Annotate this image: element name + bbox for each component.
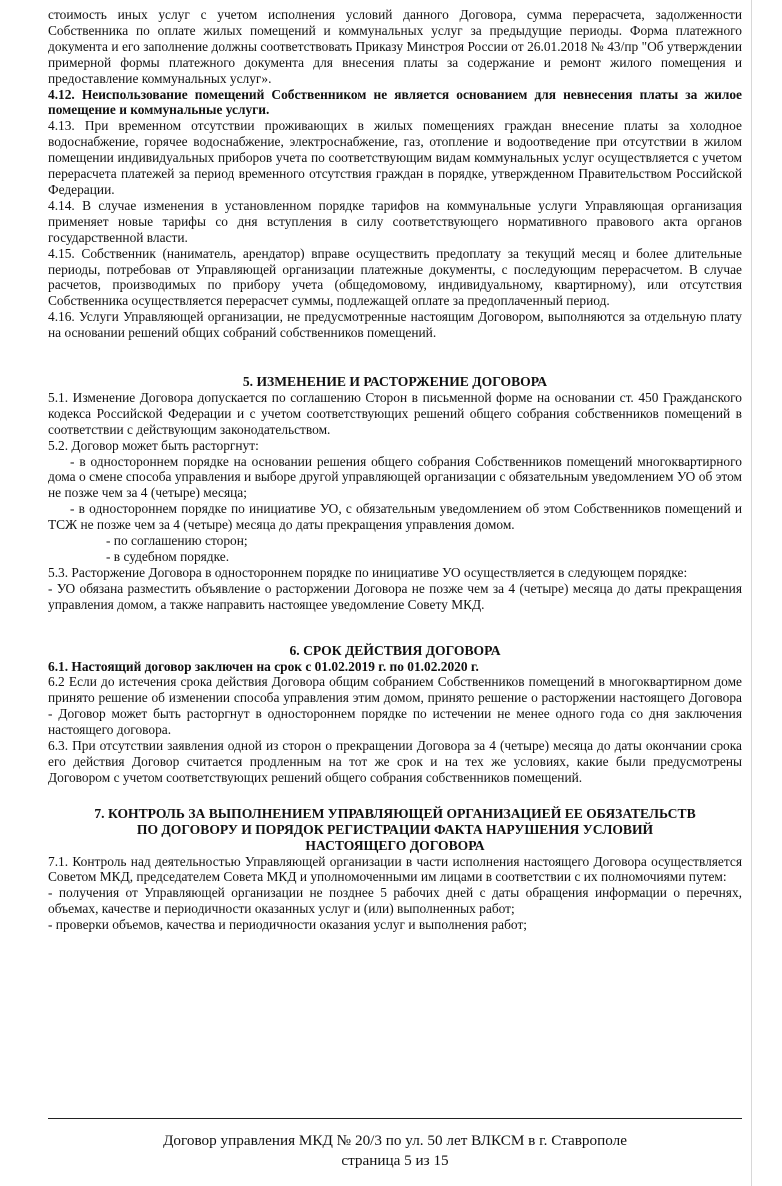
paragraph-7-1: 7.1. Контроль над деятельностью Управляющей организации в части исполнения настоящего Договора осуществляется Советом МКД, председателем Совета МКД и уполномоченными им лицами в соответствии с их полномочиями путем: [48, 853, 742, 885]
footer-contract-title: Договор управления МКД № 20/3 по ул. 50 лет ВЛКСМ в г. Ставрополе [163, 1132, 627, 1149]
paragraph-7-1-item-1: - получения от Управляющей организации не позднее 5 рабочих дней с даты обращения информации о перечнях, объемах, качестве и периодичности оказанных услуг и (или) выполненных работ; [48, 885, 742, 917]
paragraph-7-1-item-2: - проверки объемов, качества и периодичности оказания услуг и выполнения работ; [48, 917, 528, 933]
page-footer [48, 1118, 742, 1171]
paragraph-4-13: 4.13. При временном отсутствии проживающих в жилых помещениях граждан внесение платы за холодное водоснабжение, горячее водоснабжение, электроснабжение, газ, отопление и водоотведение при отсутствии в жилом помещении индивидуальных приборов учета по соответствующим видам коммунальных услуг осуществляется с учетом перерасчета платежей за период временного отсутствия граждан в порядке, утвержденном Правительством Российской Федерации. [48, 118, 742, 197]
section-7-heading-line-1: 7. КОНТРОЛЬ ЗА ВЫПОЛНЕНИЕМ УПРАВЛЯЮЩЕЙ ОРГАНИЗАЦИЕЙ ЕЕ ОБЯЗАТЕЛЬСТВ [94, 805, 696, 821]
footer-page-number: страница 5 из 15 [341, 1152, 449, 1169]
paragraph-4-11-continued: стоимость иных услуг с учетом исполнения условий данного Договора, сумма перерасчета, задолженности Собственника по оплате жилых помещений и коммунальных услуг за предыдущие периоды. Форма платежного документа и его заполнение должны соответствовать Приказу Минстроя России от 26.01.2018 № 43/пр "Об утверждении примерной формы платежного документа для внесения платы за содержание и ремонт жилого помещения и предоставление коммунальных услуг». [48, 7, 742, 86]
paragraph-6-3: 6.3. При отсутствии заявления одной из сторон о прекращении Договора за 4 (четыре) месяца до даты окончании срока его действия Договор считается продленным на тот же срок и на тех же условиях, какие были предусмотрены Договором с учетом соответствующих решений общего собрания собственников помещений. [48, 738, 742, 785]
section-6-heading: 6. СРОК ДЕЙСТВИЯ ДОГОВОРА [289, 642, 501, 658]
paragraph-5-2-item-2: - в одностороннем порядке по инициативе УО, с обязательным уведомлением об этом Собственников помещений и ТСЖ не позже чем за 4 (четыре) месяца до даты прекращения управления домом. [48, 501, 742, 533]
paragraph-4-14: 4.14. В случае изменения в установленном порядке тарифов на коммунальные услуги Управляющая организация применяет новые тарифы со дня вступления в силу соответствующего нормативного правового акта органов государственной власти. [48, 197, 742, 245]
paragraph-4-12: 4.12. Неиспользование помещений Собственником не является основанием для невнесения платы за жилое помещение и коммунальные услуги. [48, 86, 742, 118]
section-7-heading-line-2: ПО ДОГОВОРУ И ПОРЯДОК РЕГИСТРАЦИИ ФАКТА НАРУШЕНИЯ УСЛОВИЙ [136, 821, 654, 837]
paragraph-5-3: 5.3. Расторжение Договора в одностороннем порядке по инициативе УО осуществляется в следующем порядке: [48, 564, 688, 580]
paragraph-4-15: 4.15. Собственник (наниматель, арендатор) вправе осуществить предоплату за текущий месяц и более длительные периоды, потребовав от Управляющей организации платежные документы, с последующим перерасчетом. В случае расчетов, производимых по прибору учета (общедомовому, индивидуальному, квартирному), или отсутствия Собственника осуществляется перерасчет суммы, подлежащей оплате за предоплаченный период. [48, 245, 742, 309]
section-7-heading-line-3: НАСТОЯЩЕГО ДОГОВОРА [305, 837, 485, 853]
paragraph-6-2: 6.2 Если до истечения срока действия Договора общим собранием Собственников помещений в многоквартирном доме принято решение об изменении способа управления этим домом, принято решение о расторжении настоящего Договора - Договор может быть расторгнут в одностороннем порядке по истечении не менее одного года со дня заключения настоящего договора. [48, 674, 742, 738]
paragraph-4-16: 4.16. Услуги Управляющей организации, не предусмотренные настоящим Договором, выполняются за отдельную плату на основании решений общих собраний собственников помещений. [48, 309, 742, 341]
section-spacer [48, 341, 742, 374]
section-spacer [48, 613, 742, 643]
document-body [48, 7, 742, 933]
section-spacer [48, 786, 742, 806]
paragraph-5-2-item-4: - в судебном порядке. [106, 549, 230, 564]
scan-edge-line [751, 0, 752, 1186]
paragraph-5-1: 5.1. Изменение Договора допускается по соглашению Сторон в письменной форме на основании ст. 450 Гражданского кодекса Российской Федерации и с учетом соответствующих решений общего собрания собственников помещений в соответствии с действующим законодательством. [48, 389, 742, 437]
paragraph-5-2: 5.2. Договор может быть расторгнут: [48, 437, 259, 453]
section-5-heading: 5. ИЗМЕНЕНИЕ И РАСТОРЖЕНИЕ ДОГОВОРА [242, 374, 548, 390]
paragraph-5-2-item-3: - по соглашению сторон; [106, 533, 248, 549]
paragraph-6-1: 6.1. Настоящий договор заключен на срок с 01.02.2019 г. по 01.02.2020 г. [48, 658, 479, 674]
paragraph-5-2-item-1: - в одностороннем порядке на основании решения общего собрания Собственников помещений многоквартирного дома о смене способа управления и выборе другой управляющей организации с обязательным уведомлением УО об этом не позже чем за 4 (четыре) месяца; [48, 453, 742, 501]
paragraph-5-3-item: - УО обязана разместить объявление о расторжении Договора не позже чем за 4 (четыре) месяца до даты прекращения управления домом, а также направить настоящее уведомление Совету МКД. [48, 580, 742, 612]
